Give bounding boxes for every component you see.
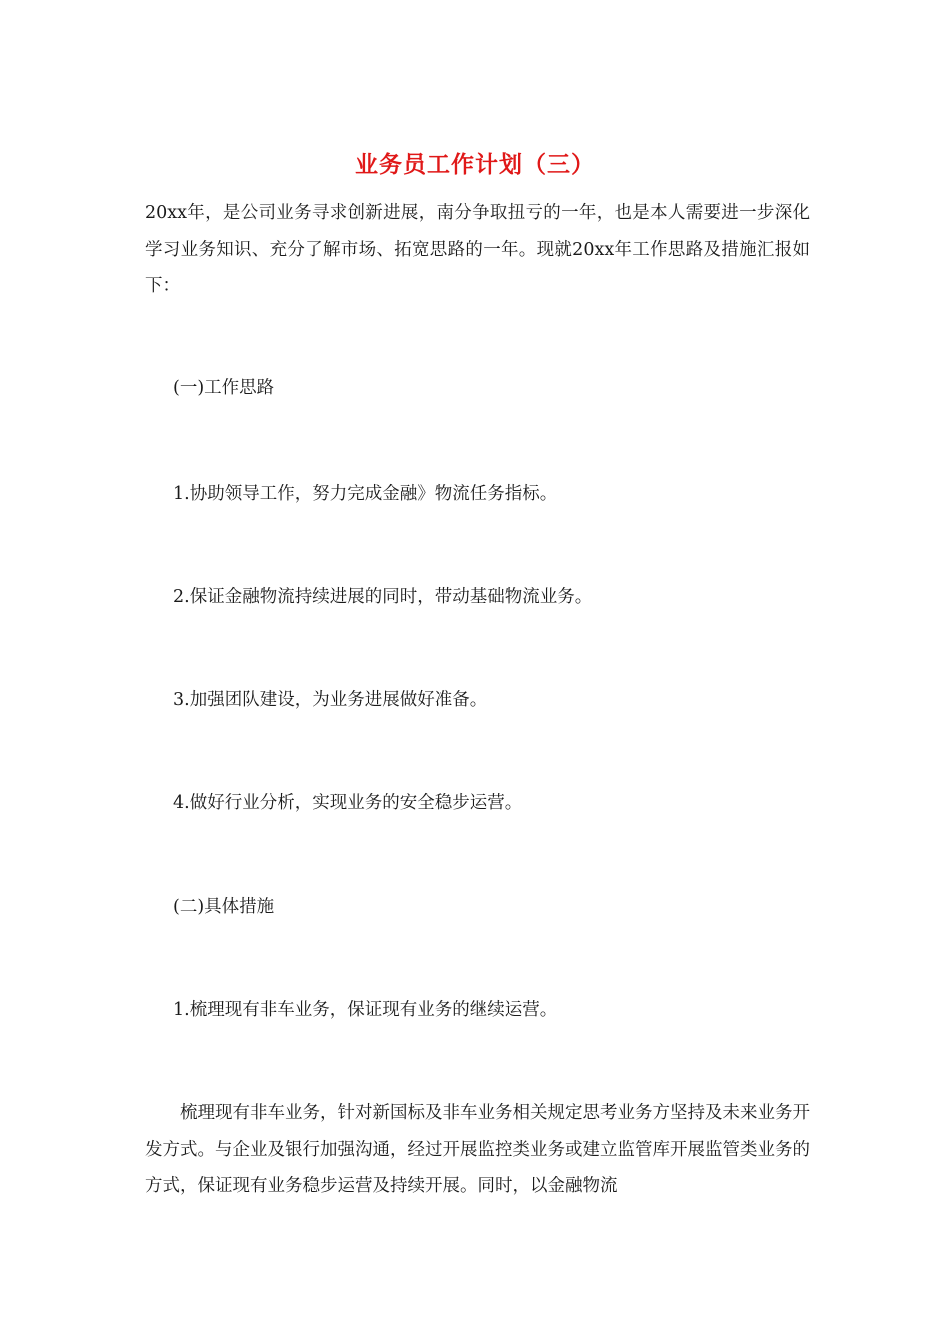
- work-idea-item-2: 2.保证金融物流持续进展的同时，带动基础物流业务。: [173, 587, 593, 607]
- section-heading-measures: (二)具体措施: [173, 897, 275, 917]
- closing-paragraph: 梳理现有非车业务，针对新国标及非车业务相关规定思考业务方坚持及未来业务开发方式。与企业及银行加强沟通，经过开展监控类业务或建立监管库开展监管类业务的方式，保证现有业务稳步运营及持续开展。同时，以金融物流: [145, 1103, 810, 1196]
- work-idea-item-4: 4.做好行业分析，实现业务的安全稳步运营。: [173, 793, 523, 813]
- intro-paragraph: 20xx年，是公司业务寻求创新进展，南分争取扭亏的一年，也是本人需要进一步深化学习业务知识、充分了解市场、拓宽思路的一年。现就20xx年工作思路及措施汇报如下：: [145, 203, 810, 296]
- section-heading-work-ideas: (一)工作思路: [173, 378, 275, 398]
- work-idea-item-1: 1.协助领导工作，努力完成金融》物流任务指标。: [173, 484, 558, 504]
- document-title: 业务员工作计划（三）: [355, 151, 595, 178]
- work-idea-item-3: 3.加强团队建设，为业务进展做好准备。: [173, 690, 488, 710]
- measure-item-1: 1.梳理现有非车业务，保证现有业务的继续运营。: [173, 1000, 558, 1020]
